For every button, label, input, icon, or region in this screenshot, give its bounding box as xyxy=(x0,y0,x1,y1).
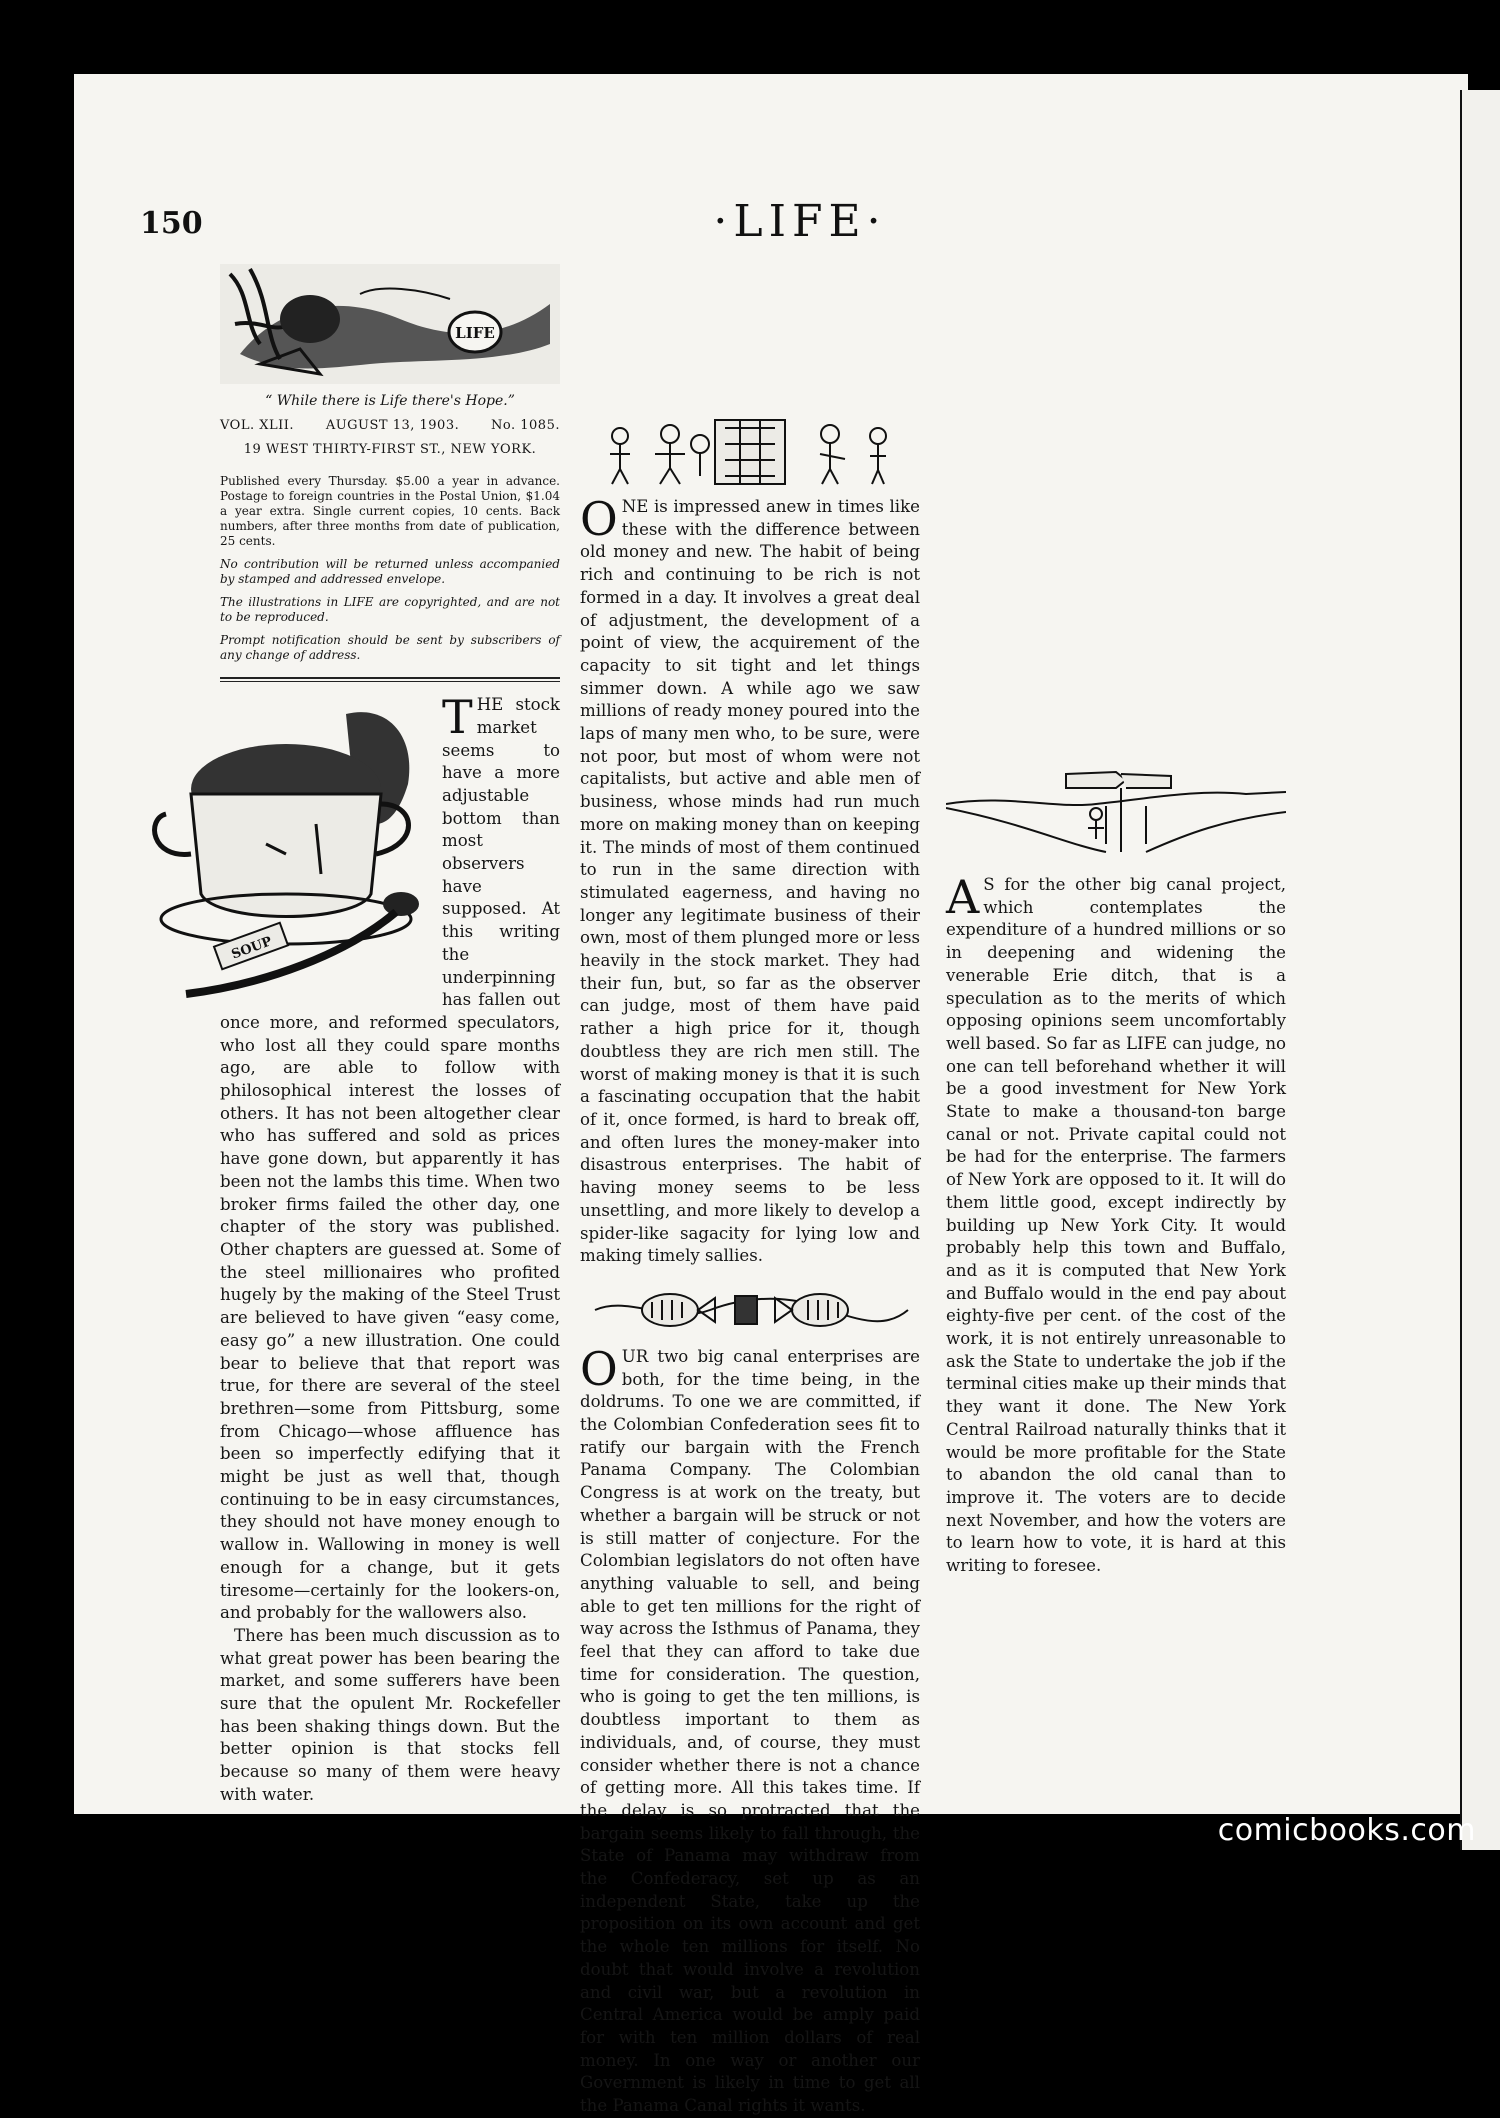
article-stock-market-p1: HE stock market seems to have a more adjustable bottom than most observers have supposed. At this writing the underpinning has fallen out once more, and reformed speculators, who lost all they could spare months ago, are able to follow with philosophical interest the losses of others. It has not been altogether clear who has suffered and sold as prices have gone down, but apparently it has been not the lambs this time. When two broker firms failed the other day, one chapter of the story was published. Other chapters are guessed at. Some of the steel millionaires who profited hugely by the making of the Steel Trust are believed to have given “easy come, easy go” a new illustration. One could bear to believe that that report was true, for there are several of the steel brethren—some from Pittsburg, some from Chicago—whose affluence has been so imperfectly edifying that it might be just as well that, though continuing to be in easy circumstances, they should not have money enough to wallow in. Wallowing in money is well enough for a change, but it gets tiresome—certainly for the lookers-on, and probably for the wallowers also. xyxy=(220,695,560,1623)
site-watermark: comicbooks.com xyxy=(1217,1813,1476,1848)
page-number: 150 xyxy=(140,206,203,241)
soup-label: SOUP xyxy=(229,934,275,963)
soup-tureen-illustration xyxy=(146,694,436,1004)
article-erie-canal: S for the other big canal project, which contemplates the expenditure of a hundred millions or so in deepening and widening the venerable Erie ditch, that is a speculation as to the merits of which opposing opinions seem uncomfortably well based. So far as LIFE can judge, no one can tell beforehand whether it will be a good investment for New York State to make a thousand-ton barge canal or not. Private capital could not be had for the enterprise. The farmers of New York are opposed to it. It will do them little good, except indirectly by building up New York City. It would probably help this town and Buffalo, and as it is computed that New York and Buffalo would in the end pay about eighty-five per cent. of the cost of the work, it is not entirely unreasonable to ask the State to undertake the job if the terminal cities make up their minds that they want it done. The New York Central Railroad naturally thinks that it would be more profitable for the State to abandon the old canal than to improve it. The voters are to decide next November, and how the voters are to learn how to vote, it is hard at this writing to foresee. xyxy=(946,875,1286,1576)
stock-vignette-illustration xyxy=(600,414,900,490)
signpost-landscape-illustration xyxy=(946,764,1286,854)
illustrations-note: The illustrations in LIFE are copyrighted, and are not to be reproduced. xyxy=(220,595,560,625)
column-2 xyxy=(580,264,920,2118)
article-canal-enterprises: UR two big canal enterprises are both, for the time being, in the doldrums. To one we are committed, if the Colombian Confederation sees fit to ratify our bargain with the French Panama Company. The Colombian Congress is at work on the treaty, but whether a bargain will be struck or not is still matter of conjecture. For the Colombian legislators do not often have anything valuable to sell, and being able to get ten millions for the right of way across the Isthmus of Panama, they feel that they can afford to take due time for consideration. The question, who is going to get the ten millions, is doubtless important to them as individuals, and, of course, they must consider whether there is not a chance of getting more. All this takes time. If the delay is so protracted that the bargain seems likely to fall through, the State of Panama may withdraw from the Confederacy, set up as an independent State, take up the proposition on its own account and get the whole ten millions for itself. No doubt that would involve a revolution and civil war, but a revolution in Central America would be amply paid for with ten million dollars of real money. In one way or another our Government is likely in time to get all the Panama Canal rights it wants. xyxy=(580,1346,920,2116)
address-change-note: Prompt notification should be sent by subscribers of any change of address. xyxy=(220,633,560,663)
volume-line xyxy=(220,415,560,438)
dropcap-t: T xyxy=(442,690,473,745)
masthead-title: ·LIFE· xyxy=(713,196,887,247)
column-3 xyxy=(946,264,1286,1578)
column-1 xyxy=(220,264,560,1807)
volume-number: VOL. XLII. xyxy=(220,417,295,433)
issue-date: AUGUST 13, 1903. xyxy=(325,417,460,433)
article-stock-market-p2: There has been much discussion as to what great power has been bearing the market, and some sufferers have been sure that the opulent Mr. Rockefeller has been shaking things down. But the better opinion is that stocks fell because so many of them were heavy with water. xyxy=(220,1625,560,1804)
publication-note: Published every Thursday. $5.00 a year in advance. Postage to foreign countries in the Postal Union, $1.04 a year extra. Single current copies, 10 cents. Back numbers, after three months from date of publication, 25 cents. xyxy=(220,474,560,549)
column-3-continuation-space xyxy=(946,264,1286,752)
article-old-money: NE is impressed anew in times like these with the difference between old money and new. The habit of being rich and continuing to be rich is not formed in a day. It involves a great deal of adjustment, the development of a point of view, the acquirement of the capacity to sit tight and let things simmer down. A while ago we saw millions of ready money poured into the laps of many men who, to be sure, were not poor, but most of whom were not capitalists, but active and able men of business, whose minds had run much more on making money than on keeping it. The minds of most of them continued to run in the same direction with stimulated eagerness, and having no longer any legitimate business of their own, most of them plunged more or less heavily in the stock market. They had their fun, but, so far as the observer can judge, most of them have paid rather a high price for it, though doubtless they are rich men still. The worst of making money is that it is such a fascinating occupation that the habit of it, once formed, is hard to break off, and often lures the money-maker into disastrous enterprises. The habit of having money seems to be less unsettling, and more likely to develop a spider-like sagacity for lying low and making timely sallies. xyxy=(580,497,920,1266)
dropcap-a: A xyxy=(946,870,980,924)
issue-number: No. 1085. xyxy=(491,417,560,433)
facing-page-edge xyxy=(1460,90,1500,1850)
section-divider xyxy=(220,677,560,682)
contribution-note: No contribution will be returned unless accompanied by stamped and addressed envelope. xyxy=(220,557,560,587)
masthead-logo-text: LIFE xyxy=(455,324,495,342)
masthead-illustration xyxy=(220,264,560,384)
masthead-motto: “ While there is Life there's Hope.” xyxy=(265,393,515,409)
dropcap-o-1: O xyxy=(580,492,618,546)
dropcap-o-2: O xyxy=(580,1341,618,1396)
fish-vignette-illustration xyxy=(590,1280,910,1340)
publisher-address: 19 WEST THIRTY-FIRST ST., NEW YORK. xyxy=(243,442,537,458)
